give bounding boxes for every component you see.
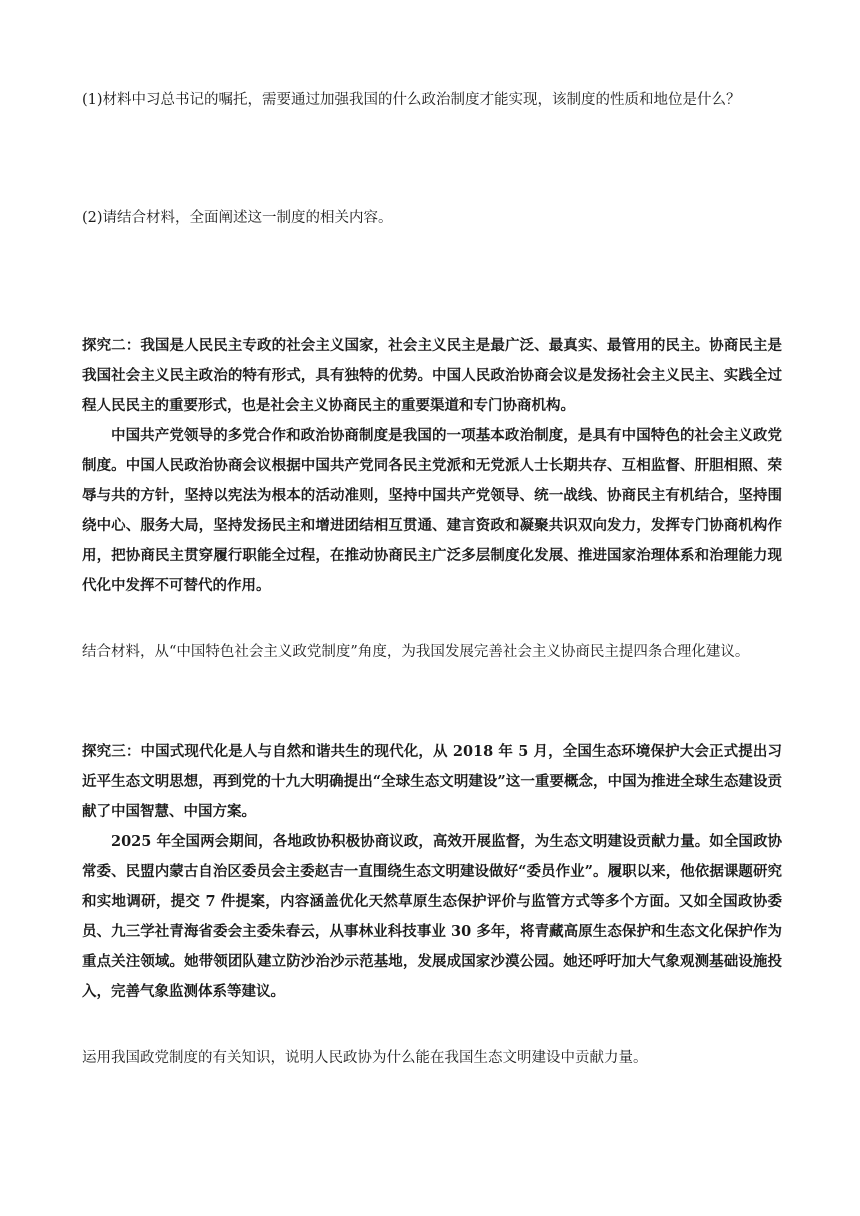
- question-2: (2)请结合材料，全面阐述这一制度的相关内容。: [82, 210, 393, 226]
- inquiry-2-question: 结合材料，从“中国特色社会主义政党制度”角度，为我国发展完善社会主义协商民主提四条合理化建议。: [82, 644, 750, 660]
- inquiry-2-paragraph-1: 探究二：我国是人民民主专政的社会主义国家，社会主义民主是最广泛、最真实、最管用的民主。协商民主是我国社会主义民主政治的特有形式，具有独特的优势。中国人民政治协商会议是发扬社会主义民主、实践全过程人民民主的重要形式，也是社会主义协商民主的重要渠道和专门协商机构。: [82, 337, 782, 414]
- inquiry-3-paragraph-1: 探究三：中国式现代化是人与自然和谐共生的现代化，从 2018 年 5 月，全国生态环境保护大会正式提出习近平生态文明思想，再到党的十九大明确提出“全球生态文明建设”这一重要概念，中国为推进全球生态建设贡献了中国智慧、中国方案。: [82, 743, 782, 820]
- inquiry-3-paragraph-2: 2025 年全国两会期间，各地政协积极协商议政，高效开展监督，为生态文明建设贡献力量。如全国政协常委、民盟内蒙古自治区委员会主委赵吉一直围绕生态文明建设做好“委员作业”。履职以来，他依据课题研究和实地调研，提交 7 件提案，内容涵盖优化天然草原生态保护评价与监管方式等多个方面。又如全国政协委员、九三学社青海省委会主委朱春云，从事林业科技事业 30 多年，将青藏高原生态保护和生态文化保护作为重点关注领域。她带领团队建立防沙治沙示范基地，发展成国家沙漠公园。她还呼吁加大气象观测基础设施投入，完善气象监测体系等建议。: [82, 833, 782, 1000]
- inquiry-3-question: 运用我国政党制度的有关知识，说明人民政协为什么能在我国生态文明建设中贡献力量。: [82, 1050, 648, 1066]
- inquiry-3-material: [82, 737, 782, 1007]
- inquiry-2-material: [82, 331, 782, 601]
- inquiry-2-paragraph-2: 中国共产党领导的多党合作和政治协商制度是我国的一项基本政治制度，是具有中国特色的社会主义政党制度。中国人民政治协商会议根据中国共产党同各民主党派和无党派人士长期共存、互相监督、肝胆相照、荣辱与共的方针，坚持以宪法为根本的活动准则，坚持中国共产党领导、统一战线、协商民主有机结合，坚持围绕中心、服务大局，坚持发扬民主和增进团结相互贯通、建言资政和凝聚共识双向发力，发挥专门协商机构作用，把协商民主贯穿履行职能全过程，在推动协商民主广泛多层制度化发展、推进国家治理体系和治理能力现代化中发挥不可替代的作用。: [82, 427, 782, 594]
- question-1: (1)材料中习总书记的嘱托，需要通过加强我国的什么政治制度才能实现，该制度的性质和地位是什么？: [82, 92, 741, 108]
